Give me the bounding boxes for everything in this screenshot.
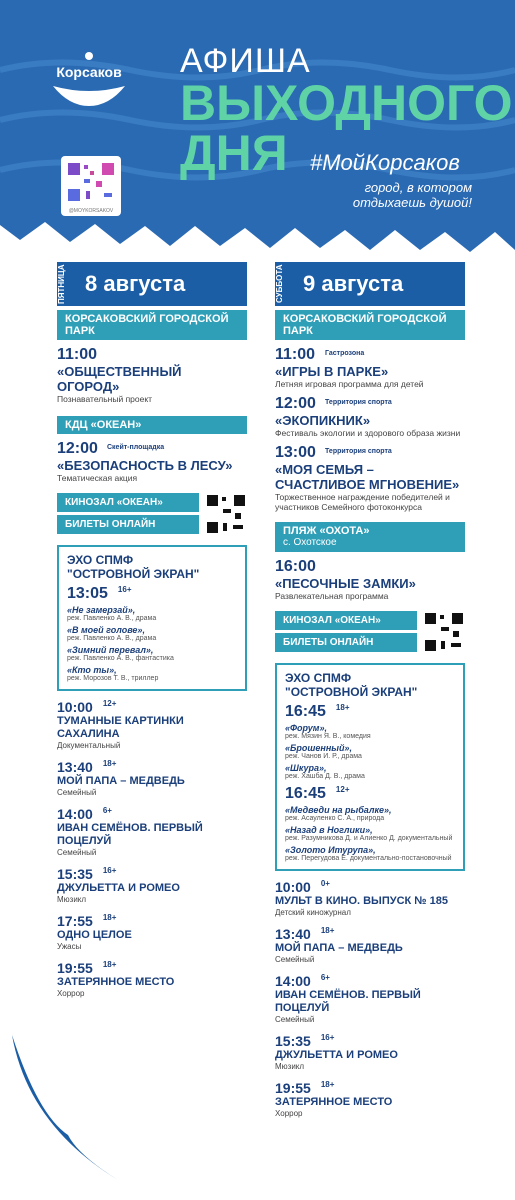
weekday-label: ПЯТНИЦА (57, 264, 66, 304)
movie-item (57, 913, 247, 952)
event-desc: Познавательный проект (57, 394, 153, 404)
movie-genre: Хоррор (275, 1109, 303, 1118)
event-item (275, 558, 465, 601)
age-rating: 18+ (320, 1080, 335, 1089)
event-time: 13:00 (275, 444, 316, 461)
beach-name: ПЛЯЖ «ОХОТА» (283, 525, 370, 537)
event-time: 16:00 (275, 558, 316, 575)
movie-time: 10:00 (57, 699, 93, 715)
event-desc: Развлекательная программа (275, 591, 389, 601)
age-rating: 6+ (102, 806, 112, 815)
event-item (275, 444, 465, 512)
movie-item (275, 879, 465, 918)
movie-title: ДЖУЛЬЕТТА И РОМЕО (275, 1049, 398, 1061)
qr-icon (66, 161, 116, 203)
social-qr-code[interactable] (61, 156, 121, 216)
movie-time: 19:55 (57, 960, 93, 976)
film-details: реж. Павленко А. В., драма (67, 635, 157, 642)
event-time: 11:00 (275, 346, 316, 363)
movie-time-row (57, 699, 247, 715)
venue-beach (275, 522, 465, 552)
movie-title: ОДНО ЦЕЛОЕ (57, 929, 132, 941)
film-title: «Не замерзай», (67, 605, 136, 615)
film-title: «Назад в Ноглики», (285, 825, 373, 835)
age-rating: 0+ (320, 879, 330, 888)
festival-session (285, 785, 455, 803)
event-item (57, 440, 247, 483)
cinema-tickets-block (57, 493, 247, 537)
festival-subtitle: "ОСТРОВНОЙ ЭКРАН" (67, 567, 200, 581)
header-banner (0, 0, 515, 258)
film-title: «Золото Итурупа», (285, 845, 376, 855)
movie-list (57, 699, 247, 999)
event-time: 12:00 (275, 395, 316, 412)
venue-kdc: КДЦ «ОКЕАН» (57, 416, 247, 434)
movie-item (57, 960, 247, 999)
movie-time-row (275, 879, 465, 895)
manta-ray-illustration (8, 1035, 128, 1185)
event-title: «МОЯ СЕМЬЯ – СЧАСТЛИВОЕ МГНОВЕНИЕ» (275, 462, 460, 492)
movie-time-row (57, 960, 247, 976)
movie-genre: Мюзикл (57, 895, 87, 904)
movie-time-row (275, 1033, 465, 1049)
movie-time: 14:00 (57, 806, 93, 822)
event-time: 12:00 (57, 440, 98, 457)
movie-title: ЗАТЕРЯННОЕ МЕСТО (275, 1096, 393, 1108)
beach-location: с. Охотское (283, 537, 337, 548)
cinema-label: КИНОЗАЛ «ОКЕАН» (275, 611, 417, 630)
film-title: «Зимний перевал», (67, 645, 154, 655)
movie-time: 13:40 (57, 759, 93, 775)
session-time: 16:45 (285, 785, 326, 802)
age-rating: 12+ (335, 785, 350, 794)
day-header-saturday (275, 262, 465, 306)
film-title: «Шкура», (285, 763, 327, 773)
movie-time: 15:35 (57, 866, 93, 882)
film-item (67, 665, 237, 683)
film-item (285, 743, 455, 761)
movie-item (57, 759, 247, 798)
event-time: 11:00 (57, 346, 98, 363)
event-location: Территория спорта (325, 448, 392, 455)
age-rating: 16+ (102, 866, 117, 875)
session-time: 16:45 (285, 703, 326, 720)
movie-time-row (275, 973, 465, 989)
manta-ray-icon (49, 82, 129, 110)
movie-time-row (275, 1080, 465, 1096)
movie-item (275, 926, 465, 965)
festival-title: ЭХО СПМФ (67, 553, 134, 567)
festival-session (285, 703, 455, 721)
film-list (67, 605, 237, 683)
movie-genre: Документальный (57, 741, 121, 750)
movie-title: МОЙ ПАПА – МЕДВЕДЬ (57, 775, 185, 787)
movie-title: ИВАН СЕМЁНОВ. ПЕРВЫЙ ПОЦЕЛУЙ (275, 989, 421, 1014)
date-label: 8 августа (85, 271, 186, 296)
film-details: реж. Морозов Т. В., триллер (67, 675, 159, 682)
movie-time: 15:35 (275, 1033, 311, 1049)
qr-icon[interactable] (423, 611, 465, 653)
event-desc: Летняя игровая программа для детей (275, 379, 424, 389)
movie-time: 17:55 (57, 913, 93, 929)
title-line-2: ВЫХОДНОГО (180, 75, 513, 131)
brand-name: Корсаков (56, 64, 122, 80)
movie-time-row (57, 759, 247, 775)
movie-item (275, 973, 465, 1025)
movie-time-row (57, 806, 247, 822)
movie-time-row (57, 866, 247, 882)
event-desc: Торжественное награждение победителей и участников Семейного фотоконкурса (275, 492, 450, 512)
event-item (275, 346, 465, 389)
film-details: реж. Чанов И. Р., драма (285, 753, 362, 760)
cinema-tickets-block (275, 611, 465, 655)
movie-title: ТУМАННЫЕ КАРТИНКИ САХАЛИНА (57, 715, 184, 740)
movie-genre: Семейный (275, 955, 315, 964)
film-title: «Брошенный», (285, 743, 352, 753)
event-title: «ЭКОПИКНИК» (275, 413, 371, 428)
date-label: 9 августа (303, 271, 404, 296)
movie-genre: Ужасы (57, 942, 82, 951)
day-header-friday (57, 262, 247, 306)
movie-genre: Мюзикл (275, 1062, 305, 1071)
qr-caption: @MOYKORSAKOV (68, 208, 114, 214)
festival-title: ЭХО СПМФ (285, 671, 352, 685)
slogan-line-1: город, в котором (364, 180, 472, 195)
slogan (322, 180, 472, 210)
event-desc: Фестиваль экологии и здорового образа жизни (275, 428, 461, 438)
film-item (285, 723, 455, 741)
film-list (285, 805, 455, 863)
park-list (275, 346, 465, 512)
movie-genre: Детский киножурнал (275, 908, 351, 917)
age-rating: 18+ (320, 926, 335, 935)
movie-time: 19:55 (275, 1080, 311, 1096)
brand-logo (44, 52, 134, 110)
venue-park: КОРСАКОВСКИЙ ГОРОДСКОЙ ПАРК (57, 310, 247, 340)
film-details: реж. Хашба Д. В., драма (285, 773, 365, 780)
weekday-label: СУББОТА (275, 264, 284, 304)
event-location: Гастрозона (325, 350, 365, 357)
age-rating: 12+ (102, 699, 117, 708)
event-title: «ПЕСОЧНЫЕ ЗАМКИ» (275, 576, 416, 591)
age-rating: 18+ (102, 960, 117, 969)
film-title: «В моей голове», (67, 625, 145, 635)
age-rating: 18+ (335, 703, 350, 712)
film-list (285, 723, 455, 781)
film-details: реж. Перегудова Е. документально-постановочный (285, 855, 452, 862)
movie-time: 13:40 (275, 926, 311, 942)
event-location: Скейт-площадка (107, 444, 165, 451)
movie-title: МОЙ ПАПА – МЕДВЕДЬ (275, 942, 403, 954)
age-rating: 18+ (102, 759, 117, 768)
movie-genre: Хоррор (57, 989, 85, 998)
event-title: «ОБЩЕСТВЕННЫЙ ОГОРОД» (57, 364, 182, 394)
film-title: «Кто ты», (67, 665, 117, 675)
film-item (67, 625, 237, 643)
age-rating: 16+ (320, 1033, 335, 1042)
film-details: реж. Павленко А. В., драма (67, 615, 157, 622)
film-title: «Форум», (285, 723, 327, 733)
movie-item (57, 866, 247, 905)
movie-item (275, 1033, 465, 1072)
title-line-3: ДНЯ (180, 125, 288, 181)
event-desc: Тематическая акция (57, 473, 138, 483)
event-item (275, 395, 465, 438)
movie-time-row (57, 913, 247, 929)
event-title: «БЕЗОПАСНОСТЬ В ЛЕСУ» (57, 458, 233, 473)
movie-item (275, 1080, 465, 1119)
movie-time: 10:00 (275, 879, 311, 895)
movie-genre: Семейный (275, 1015, 315, 1024)
venue-park: КОРСАКОВСКИЙ ГОРОДСКОЙ ПАРК (275, 310, 465, 340)
hashtag: #МойКорсаков (310, 150, 460, 175)
saturday-column (275, 262, 465, 1119)
movie-item (57, 699, 247, 751)
movie-title: ДЖУЛЬЕТТА И РОМЕО (57, 882, 180, 894)
film-details: реж. Разумникова Д. и Алиенко Д. документальный (285, 835, 453, 842)
festival-block (275, 663, 465, 871)
movie-list (275, 879, 465, 1119)
film-item (67, 645, 237, 663)
movie-genre: Семейный (57, 788, 97, 797)
session-time: 13:05 (67, 585, 108, 602)
festival-block (57, 545, 247, 691)
slogan-line-2: отдыхаешь душой! (352, 195, 472, 210)
movie-item (57, 806, 247, 858)
qr-icon[interactable] (205, 493, 247, 535)
event-location: Территория спорта (325, 399, 392, 406)
tickets-online-link[interactable]: БИЛЕТЫ ОНЛАЙН (275, 633, 417, 652)
movie-title: МУЛЬТ В КИНО. ВЫПУСК № 185 (275, 895, 448, 907)
friday-column (57, 262, 247, 999)
film-item (67, 605, 237, 623)
film-item (285, 845, 455, 863)
title-line-1: АФИША (180, 42, 311, 80)
cinema-label: КИНОЗАЛ «ОКЕАН» (57, 493, 199, 512)
event-title: «ИГРЫ В ПАРКЕ» (275, 364, 389, 379)
film-item (285, 805, 455, 823)
age-rating: 6+ (320, 973, 330, 982)
movie-time: 14:00 (275, 973, 311, 989)
movie-time-row (275, 926, 465, 942)
movie-title: ИВАН СЕМЁНОВ. ПЕРВЫЙ ПОЦЕЛУЙ (57, 822, 203, 847)
film-details: реж. Асауленко С. А., природа (285, 815, 385, 822)
festival-session (67, 585, 237, 603)
age-rating: 18+ (102, 913, 117, 922)
tickets-online-link[interactable]: БИЛЕТЫ ОНЛАЙН (57, 515, 199, 534)
festival-subtitle: "ОСТРОВНОЙ ЭКРАН" (285, 685, 418, 699)
film-title: «Медведи на рыбалке», (285, 805, 392, 815)
movie-title: ЗАТЕРЯННОЕ МЕСТО (57, 976, 175, 988)
film-item (285, 825, 455, 843)
movie-genre: Семейный (57, 848, 97, 857)
film-details: реж. Мязин Я. В., комедия (285, 733, 371, 740)
film-item (285, 763, 455, 781)
film-details: реж. Павленко А. В., фантастика (67, 655, 174, 662)
event-item (57, 346, 247, 404)
age-rating: 16+ (117, 585, 132, 594)
